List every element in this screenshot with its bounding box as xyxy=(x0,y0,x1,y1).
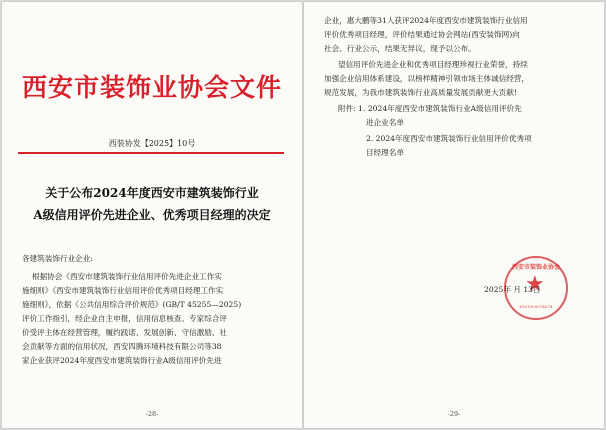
body-line: 加强企业信用体系建设，以榜样精神引领市场主体诚信经营， xyxy=(324,74,530,83)
body-line: 会贡献等方面的信用状况，西安四腾环境科技有限公司等38 xyxy=(22,342,222,351)
page-number: -28- xyxy=(145,410,159,418)
body-line: 社会、行业公示，结果无异议，现予以公布。 xyxy=(324,44,476,53)
signature-date: 2025年 月 13日 xyxy=(484,285,541,294)
document-title-line-1: 关于公布2024年度西安市建筑装饰行业 xyxy=(45,186,259,200)
body-line: 根据协会《西安市建筑装饰行业信用评价先进企业工作实 xyxy=(32,272,222,281)
star-icon: ★ xyxy=(525,272,545,297)
body-line: 评价优秀项目经理，评价结果通过协会网站(西安装饰网)向 xyxy=(324,30,520,39)
page-number: -29- xyxy=(447,410,461,418)
body-line: 施细则》，依据《公共信用综合评价规范》(GB/T 45255—2025) xyxy=(22,300,242,309)
body-line: 家企业获评2024年度西安市建筑装饰行业A级信用评价先进 xyxy=(22,356,222,365)
attachment-line: 2. 2024年度西安市建筑装饰行业信用评价优秀项 xyxy=(366,134,532,143)
document-title-line-2: A级信用评价先进企业、优秀项目经理的决定 xyxy=(33,208,271,222)
attachment-line: 附件: 1. 2024年度西安市建筑装饰行业A级信用评价先 xyxy=(338,104,522,113)
seal-text: 西安市装饰业协会 xyxy=(511,264,560,271)
body-line: 价受评主体在经营管理，履约践诺、发展创新、守信激励、社 xyxy=(22,328,228,337)
body-line: 企业，惠大鹏等31人获评2024年度西安市建筑装饰行业信用 xyxy=(324,16,528,25)
body-line: 施细则》《西安市建筑装饰行业信用评价优秀项目经理工作实 xyxy=(22,286,224,295)
body-line: 评价工作指引，经企业自主申报，信用信息核查、专家综合评 xyxy=(22,314,228,323)
document-number: 西装协发【2025】10号 xyxy=(108,139,196,148)
left-page xyxy=(2,2,302,428)
body-line: 望信用评价先进企业和优秀项目经理珍视行业荣誉，持续 xyxy=(338,60,528,69)
salutation: 各建筑装饰行业企业: xyxy=(22,254,93,263)
red-divider xyxy=(18,152,284,154)
document-header: 西安市装饰业协会文件 xyxy=(21,73,282,102)
body-line: 规范发展，为我市建筑装饰行业高质量发展贡献更大贡献! xyxy=(324,88,517,97)
right-page xyxy=(304,2,604,428)
attachment-line: 进企业名单 xyxy=(366,118,404,127)
seal-code: 6101000034574 xyxy=(519,304,553,309)
attachment-line: 目经理名单 xyxy=(366,148,404,157)
